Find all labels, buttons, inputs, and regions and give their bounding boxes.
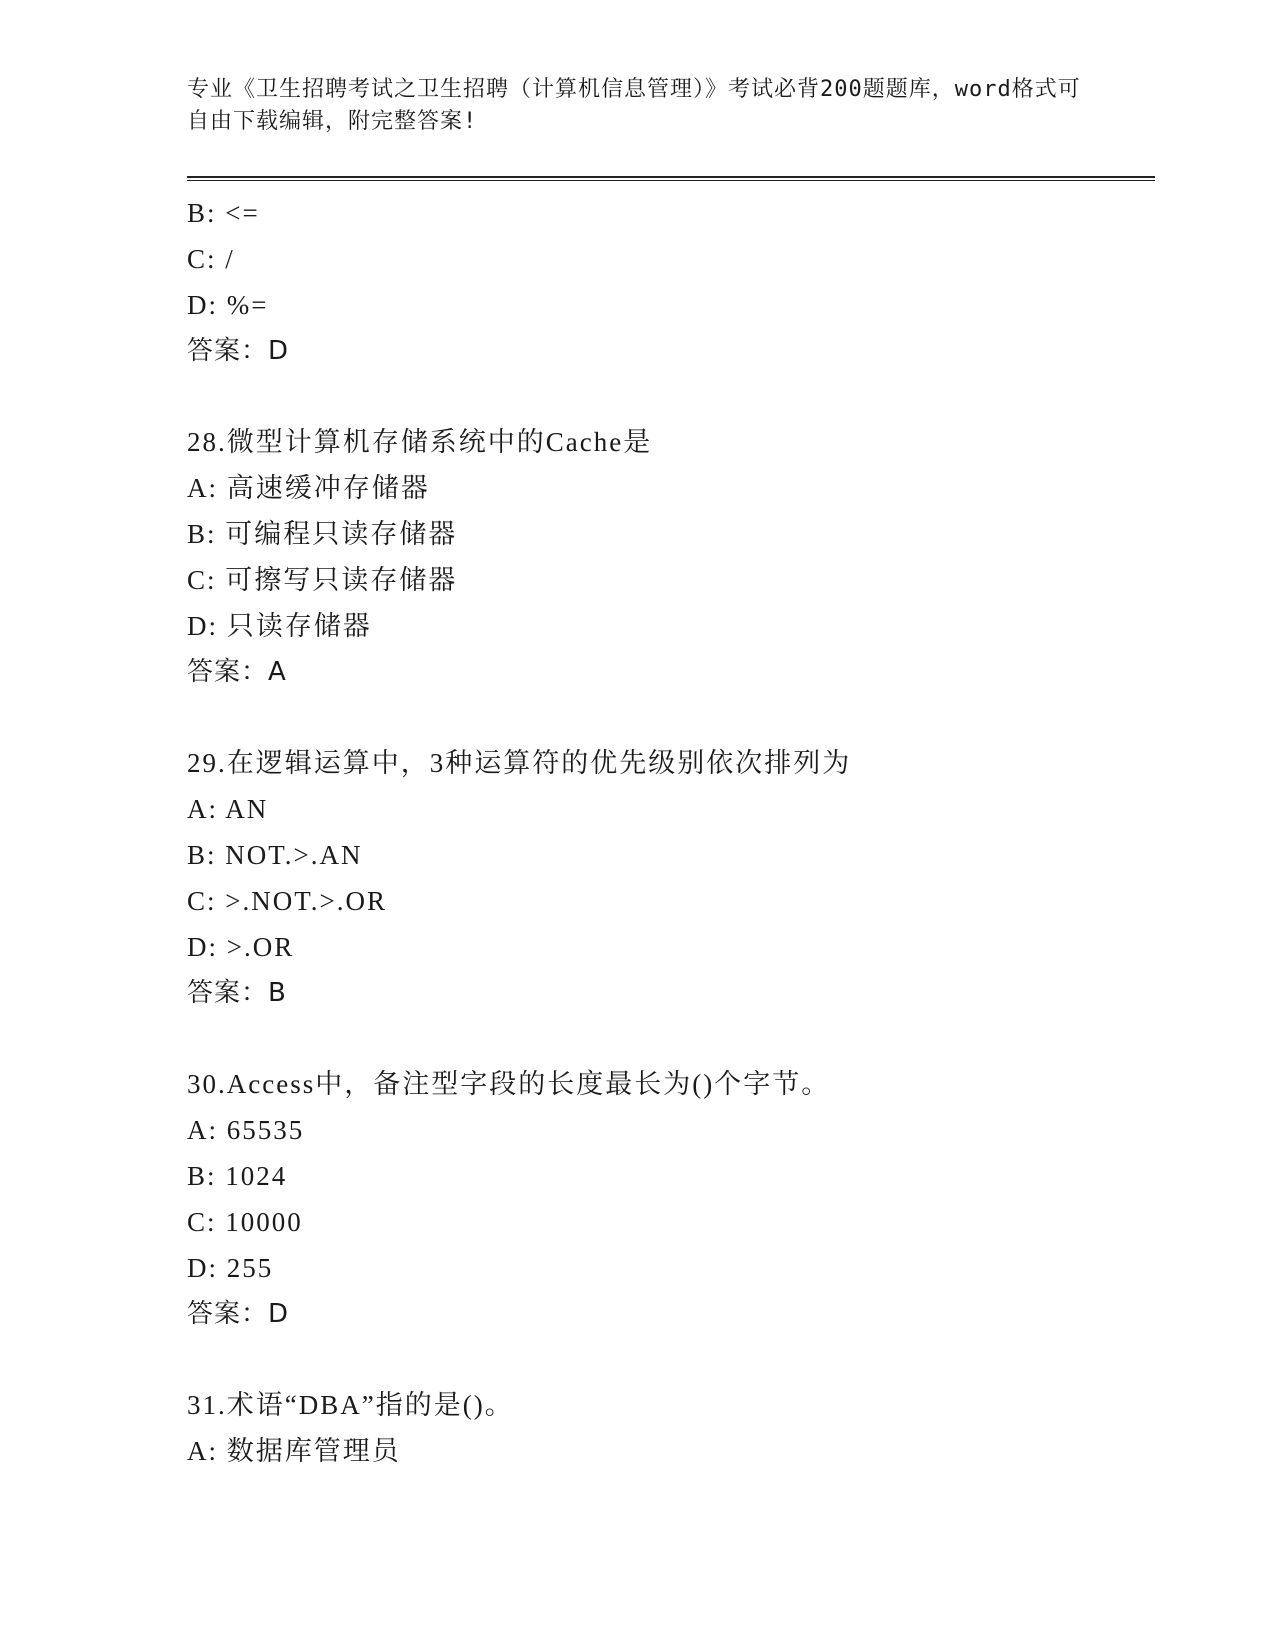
option-b: B: <= (187, 198, 260, 228)
answer-line: 答案：D (187, 336, 290, 366)
question-stem: 28.微型计算机存储系统中的Cache是 (187, 427, 653, 457)
question-stem: 29.在逻辑运算中，3种运算符的优先级别依次排列为 (187, 748, 852, 778)
option-a: A: 65535 (187, 1115, 305, 1145)
option-d: D: 只读存储器 (187, 611, 372, 641)
option-d: D: 255 (187, 1253, 274, 1283)
option-c: C: / (187, 244, 235, 274)
answer-line: 答案：D (187, 1299, 290, 1329)
header-divider (187, 176, 1155, 181)
option-a: A: 数据库管理员 (187, 1436, 401, 1466)
document-header: 专业《卫生招聘考试之卫生招聘（计算机信息管理）》考试必背200题题库，word格式可自由下载编辑，附完整答案! (187, 77, 1081, 134)
option-c: C: 10000 (187, 1207, 303, 1237)
option-a: A: 高速缓冲存储器 (187, 473, 430, 503)
answer-line: 答案：A (187, 657, 287, 687)
option-d: D: %= (187, 290, 269, 320)
answer-line: 答案：B (187, 978, 287, 1008)
option-b: B: 1024 (187, 1161, 288, 1191)
option-a: A: AN (187, 794, 269, 824)
option-b: B: 可编程只读存储器 (187, 519, 458, 549)
question-stem: 30.Access中，备注型字段的长度最长为()个字节。 (187, 1069, 831, 1099)
option-b: B: NOT.>.AN (187, 840, 363, 870)
option-c: C: >.NOT.>.OR (187, 886, 387, 916)
option-c: C: 可擦写只读存储器 (187, 565, 458, 595)
option-d: D: >.OR (187, 932, 295, 962)
question-list (187, 190, 1155, 1474)
question-stem: 31.术语“DBA”指的是()。 (187, 1390, 514, 1420)
